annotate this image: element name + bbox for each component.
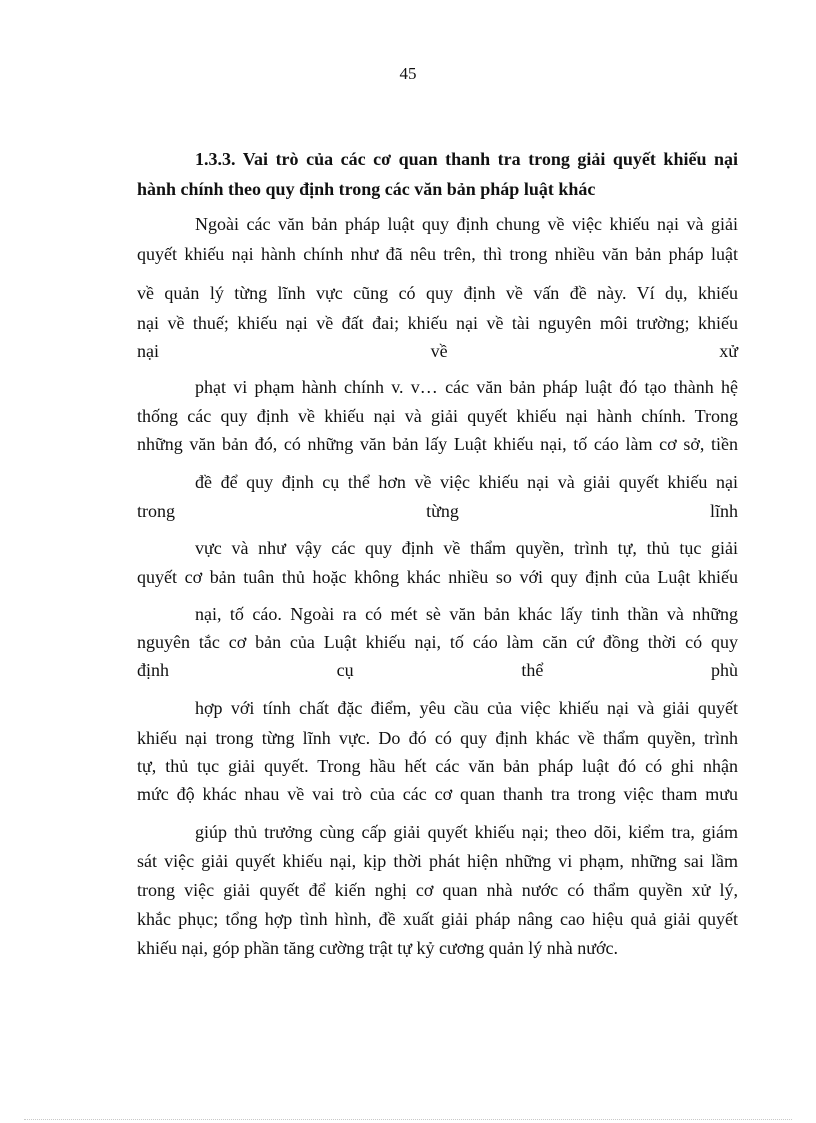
text-line: trong việc giải quyết để kiến nghị cơ quan nhà nước có thẩm quyền xử lý, <box>137 880 738 900</box>
text-line: sát việc giải quyết khiếu nại, kịp thời phát hiện những vi phạm, những sai lầm <box>137 851 738 871</box>
text-line: quyết khiếu nại hành chính như đã nêu trên, thì trong nhiều văn bản pháp luật <box>137 244 738 264</box>
text-line: hợp với tính chất đặc điểm, yêu cầu của việc khiếu nại và giải quyết <box>195 698 738 718</box>
text-line: mức độ khác nhau về vai trò của các cơ quan thanh tra trong việc tham mưu <box>137 784 738 804</box>
text-line: về quản lý từng lĩnh vực cũng có quy định về vấn đề này. Ví dụ, khiếu <box>137 283 738 303</box>
text-line: thống các quy định về khiếu nại và giải quyết khiếu nại hành chính. Trong <box>137 406 738 426</box>
text-line: nại về xử <box>137 341 738 361</box>
text-line: đề để quy định cụ thể hơn về việc khiếu nại và giải quyết khiếu nại <box>195 472 738 492</box>
text-line: vực và như vậy các quy định về thẩm quyền, trình tự, thủ tục giải <box>195 538 738 558</box>
text-line: trong từng lĩnh <box>137 501 738 521</box>
text-line: nại, tố cáo. Ngoài ra có mét sè văn bản khác lấy tinh thần và những <box>195 604 738 624</box>
text-line: khiếu nại, góp phần tăng cường trật tự kỷ cương quản lý nhà nước. <box>137 938 618 958</box>
heading-line: hành chính theo quy định trong các văn bản pháp luật khác <box>137 179 596 199</box>
text-line: giúp thủ trưởng cùng cấp giải quyết khiếu nại; theo dõi, kiểm tra, giám <box>195 822 738 842</box>
footer-divider <box>24 1119 792 1120</box>
text-line: tự, thủ tục giải quyết. Trong hầu hết các văn bản pháp luật đó có ghi nhận <box>137 756 738 776</box>
page-number: 45 <box>399 64 417 83</box>
text-line: khắc phục; tổng hợp tình hình, đề xuất giải pháp nâng cao hiệu quả giải quyết <box>137 909 738 929</box>
text-line: những văn bản đó, có những văn bản lấy Luật khiếu nại, tố cáo làm cơ sở, tiền <box>137 434 738 454</box>
text-line: quyết cơ bản tuân thủ hoặc không khác nhiều so với quy định của Luật khiếu <box>137 567 738 587</box>
text-line: nguyên tắc cơ bản của Luật khiếu nại, tố cáo làm căn cứ đồng thời có quy <box>137 632 738 652</box>
heading-line: 1.3.3. Vai trò của các cơ quan thanh tra trong giải quyết khiếu nại <box>195 149 738 169</box>
text-line: khiếu nại trong từng lĩnh vực. Do đó có quy định khác về thẩm quyền, trình <box>137 728 738 748</box>
text-line: định cụ thể phù <box>137 660 738 680</box>
text-line: nại về thuế; khiếu nại về đất đai; khiếu nại về tài nguyên môi trường; khiếu <box>137 313 738 333</box>
text-line: Ngoài các văn bản pháp luật quy định chung về việc khiếu nại và giải <box>195 214 738 234</box>
text-line: phạt vi phạm hành chính v. v… các văn bản pháp luật đó tạo thành hệ <box>195 377 738 397</box>
